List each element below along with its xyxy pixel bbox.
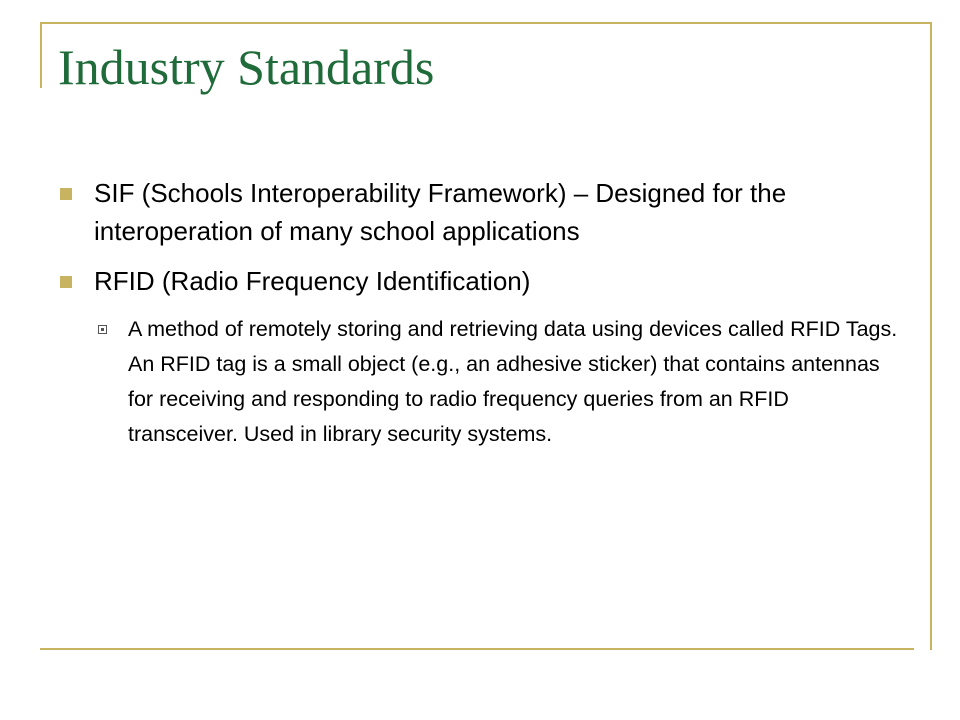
square-bullet-icon: [60, 276, 72, 288]
frame-bottom-line: [40, 648, 914, 650]
subbullet-text-rfid-definition: A method of remotely storing and retrieving data using devices called RFID Tags. An RFID tag is a small object (e.g., an adhesive sticker) that contains antennas for receiving and responding to radio frequency queries from an RFID transceiver. Used in library security systems.: [128, 317, 898, 446]
bullet-text-rfid: RFID (Radio Frequency Identification): [94, 266, 531, 296]
bullet-item-sif: [60, 174, 900, 250]
subbullet-item-rfid-definition: [94, 312, 900, 452]
frame-top-line: [40, 22, 932, 24]
bullet-text-sif: SIF (Schools Interoperability Framework) – Designed for the interoperation of many school applications: [94, 178, 787, 246]
frame-right-line: [930, 22, 932, 650]
slide-body: [60, 174, 900, 452]
slide-title: Industry Standards: [58, 39, 435, 95]
bullet-item-rfid: [60, 262, 900, 300]
square-bullet-icon: [60, 188, 72, 200]
hollow-square-bullet-icon: [98, 325, 107, 334]
frame-left-line: [40, 22, 42, 88]
